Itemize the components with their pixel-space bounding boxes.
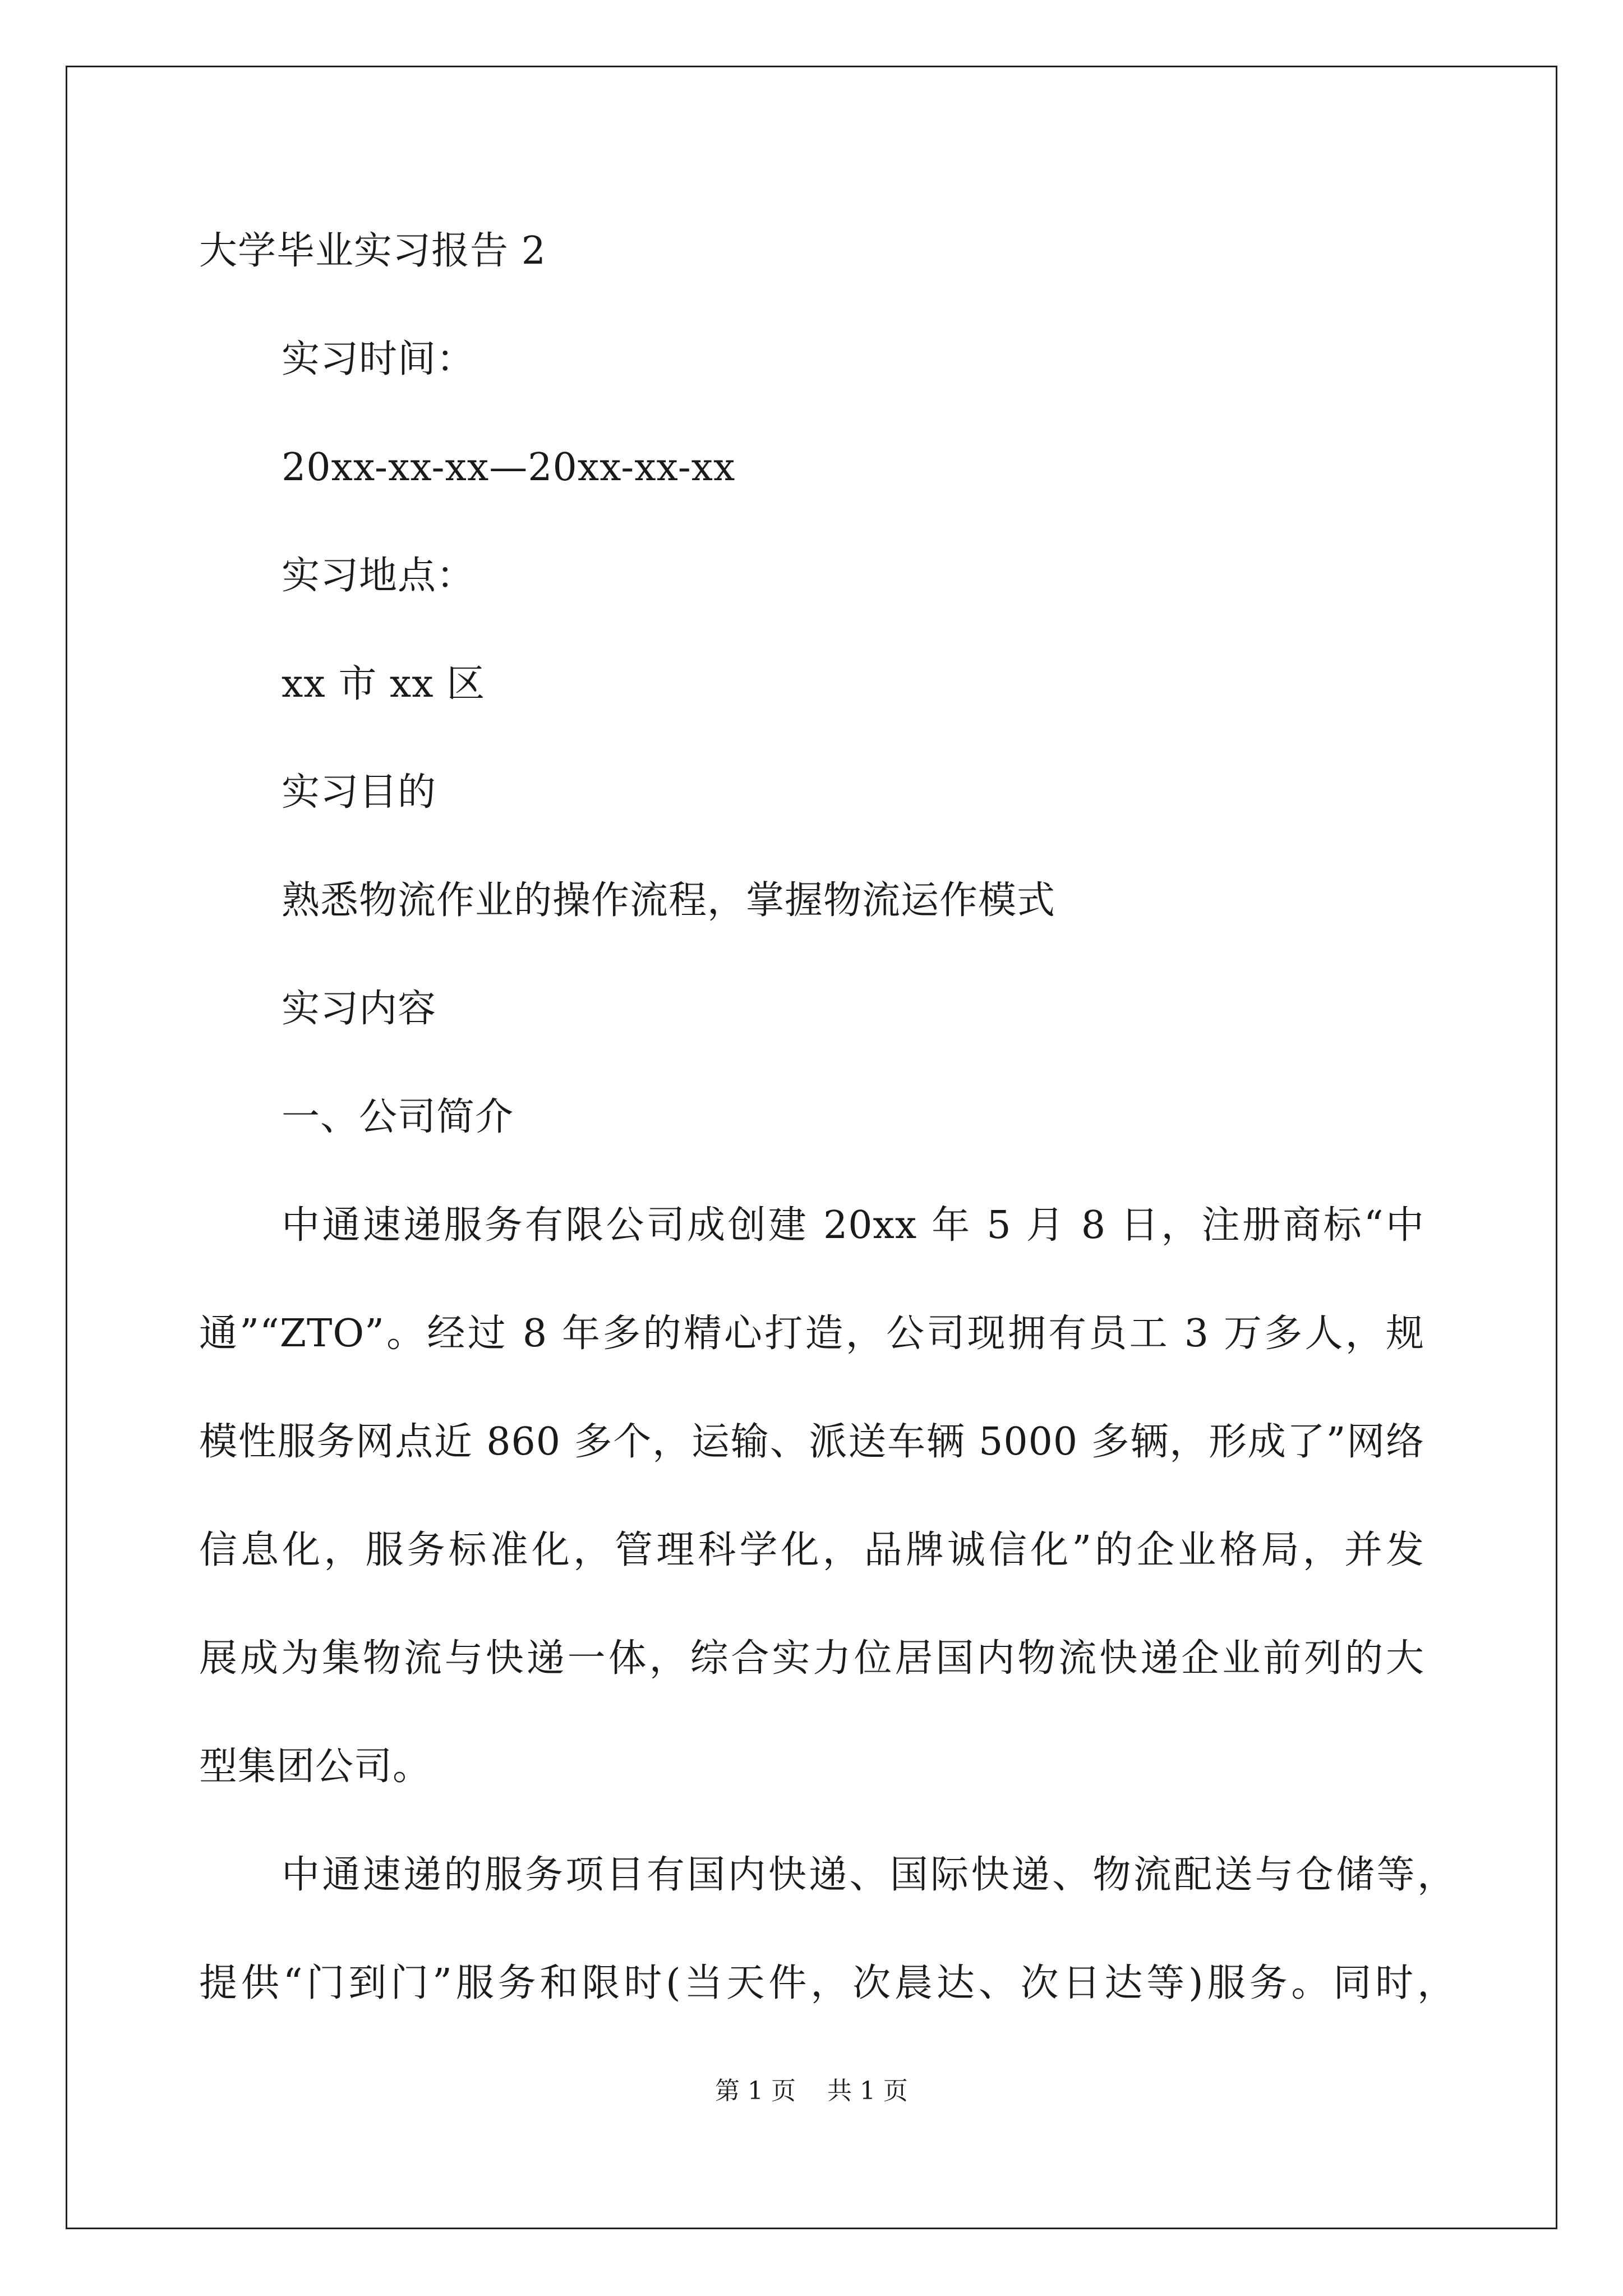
section-heading-company-intro: 一、公司简介 <box>282 1095 514 1139</box>
page-number-footer: 第 1 页 共 1 页 <box>715 2077 908 2105</box>
internship-content-heading: 实习内容 <box>282 987 437 1031</box>
paragraph1-line: 信息化，服务标准化，管理科学化，品牌诚信化”的企业格局，并发 <box>199 1528 1424 1572</box>
internship-time-label: 实习时间： <box>282 337 476 381</box>
paragraph2-line: 提供“门到门”服务和限时(当天件，次晨达、次日达等)服务。同时， <box>199 1961 1456 2005</box>
paragraph1-line: 中通速递服务有限公司成创建 20xx 年 5 月 8 日，注册商标“中 <box>282 1203 1424 1248</box>
document-title: 大学毕业实习报告 2 <box>199 229 546 273</box>
internship-location-label: 实习地点： <box>282 554 476 598</box>
internship-location: xx 市 xx 区 <box>282 662 486 706</box>
internship-purpose-text: 熟悉物流作业的操作流程，掌握物流运作模式 <box>282 878 1056 923</box>
paragraph1-line: 通”“ZTO”。经过 8 年多的精心打造，公司现拥有员工 3 万多人，规 <box>199 1312 1424 1356</box>
paragraph1-line: 型集团公司。 <box>199 1745 432 1789</box>
paragraph1-line: 模性服务网点近 860 多个，运输、派送车辆 5000 多辆，形成了”网络 <box>199 1420 1424 1464</box>
internship-date-range: 20xx-xx-xx—20xx-xx-xx <box>282 445 736 490</box>
paragraph2-line: 中通速递的服务项目有国内快递、国际快递、物流配送与仓储等， <box>282 1853 1456 1897</box>
internship-purpose-heading: 实习目的 <box>282 770 437 815</box>
paragraph1-line: 展成为集物流与快递一体，综合实力位居国内物流快递企业前列的大 <box>199 1636 1424 1681</box>
page-border <box>66 66 1557 2229</box>
